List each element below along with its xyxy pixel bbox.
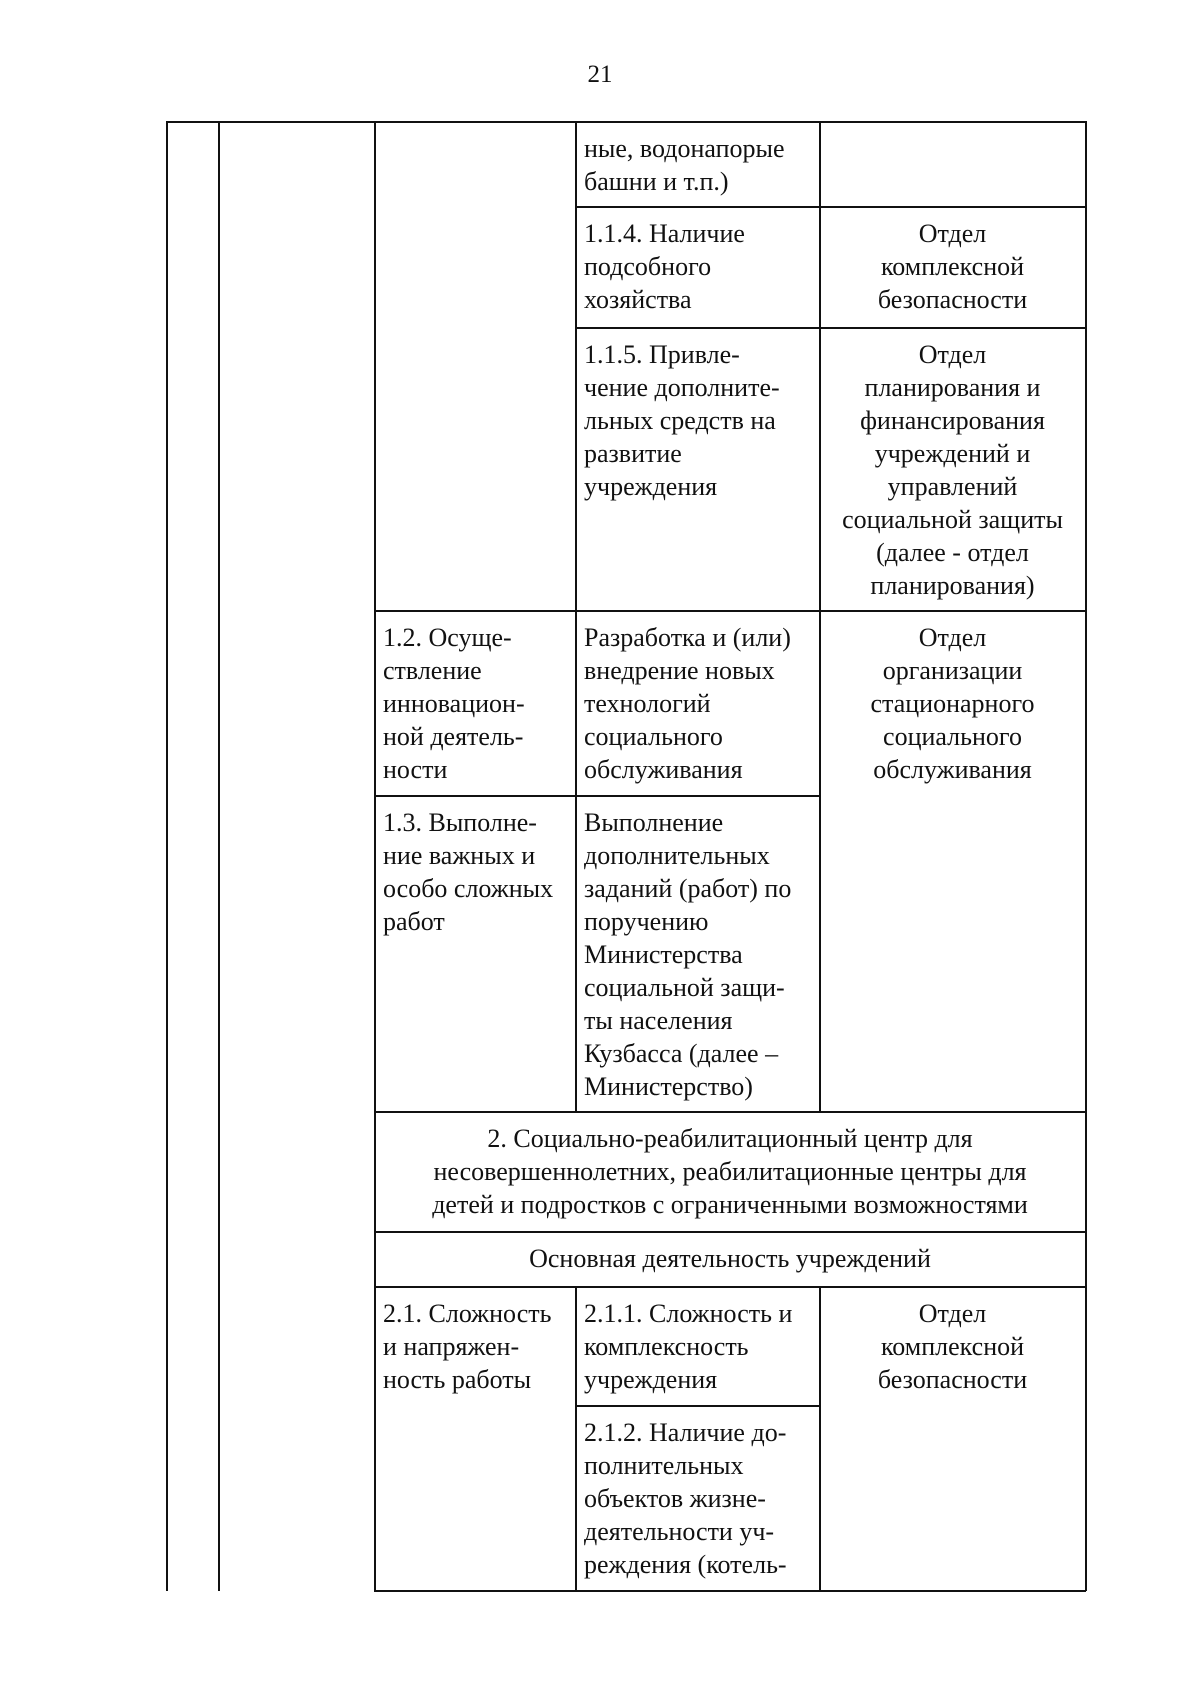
table-cell-department: Отдел организации стационарного социального обслуживания — [870, 623, 1035, 784]
table-cell-indicator: 2.1.2. Наличие до- полнительных объектов жизне- деятельности уч- реждения (котель- — [584, 1418, 787, 1579]
table-rule — [166, 121, 1086, 123]
table-cell-indicator: Выполнение дополнительных заданий (работ) по поручению Министерства социальной защи- ты населения Кузбасса (далее – Министерство) — [584, 808, 792, 1101]
table-cell-criterion: 2.1. Сложность и напряжен- ность работы — [383, 1299, 552, 1394]
table-cell-indicator: ные, водонапорые башни и т.п.) — [584, 134, 785, 196]
table-cell-indicator: 2.1.1. Сложность и комплексность учреждения — [584, 1299, 793, 1394]
table-cell-criterion: 1.2. Осуще- ствление инновацион- ной деятель- ности — [383, 623, 525, 784]
section-heading: 2. Социально-реабилитационный центр для несовершеннолетних, реабилитационные центры для детей и подростков с ограниченными возможностями — [432, 1124, 1028, 1219]
page-number: 21 — [587, 61, 613, 88]
table-cell-department: Отдел комплексной безопасности — [877, 219, 1028, 314]
table-cell-indicator: Разработка и (или) внедрение новых технологий социального обслуживания — [584, 623, 791, 784]
table-cell-department: Отдел комплексной безопасности — [877, 1299, 1028, 1394]
table-rule — [166, 121, 168, 1591]
table-rule — [1085, 121, 1087, 1591]
subsection-heading: Основная деятельность учреждений — [529, 1244, 931, 1273]
table-rule — [218, 121, 220, 1591]
table-cell-indicator: 1.1.4. Наличие подсобного хозяйства — [584, 219, 745, 314]
table-cell-criterion: 1.3. Выполне- ние важных и особо сложных работ — [383, 808, 554, 936]
table-cell-indicator: 1.1.5. Привле- чение дополните- льных средств на развитие учреждения — [584, 340, 780, 501]
table-cell-department: Отдел планирования и финансирования учреждений и управлений социальной защиты (далее - отдел планирования) — [842, 340, 1063, 600]
table-rule — [374, 1590, 1086, 1592]
